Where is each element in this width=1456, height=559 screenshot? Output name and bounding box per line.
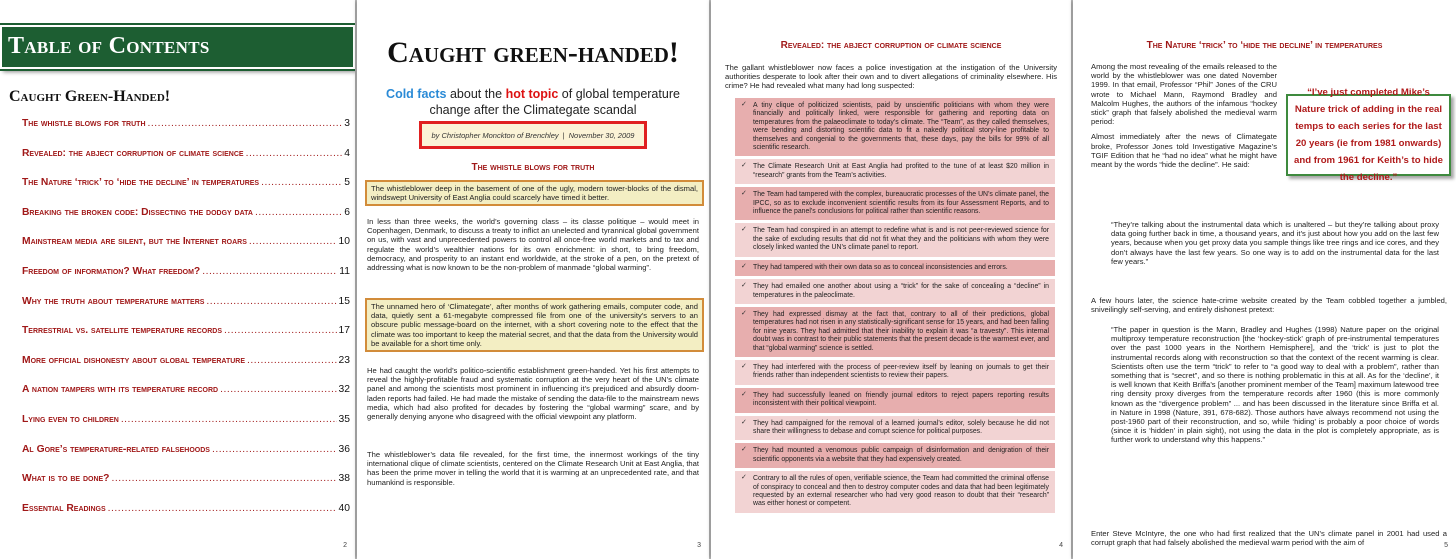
- toc-entry-page: 35: [338, 413, 350, 425]
- toc-entry[interactable]: [22, 296, 350, 326]
- toc-dot-leader: [247, 355, 337, 366]
- toc-entry[interactable]: [22, 177, 350, 207]
- toc-entry[interactable]: [22, 384, 350, 414]
- toc-entry-page: 40: [338, 502, 350, 514]
- body-paragraph: Among the most revealing of the emails released to the world by the whistleblower was one dated November 1999. In that email, Professor “Phil” Jones of the CRU wrote to Michael Mann, Raymond Bradley and Malcolm Hughes, the authors of the infamous “hockey stick” graph that falsely abolished the medieval warm period:: [1091, 62, 1277, 127]
- toc-entry-page: 4: [344, 147, 350, 159]
- toc-dot-leader: [249, 236, 337, 247]
- toc-entry-page: 11: [339, 265, 350, 277]
- subtitle-hot-topic: hot topic: [505, 87, 559, 101]
- body-paragraph: In less than three weeks, the world’s governing class – its classe politique – would meet in Copenhagen, Denmark, to discuss a treaty to inflict an unelected and tyrannical global government on us, with vast and unprecedented powers to control all once-free world markets and to tax and regulate the world’s wealthier nations for its own enrichment: in short, to bring freedom, democracy, and prosperity to an instant end worldwide, at the stroke of a pen, on the pretext of addressing what is now known to be the non-problem of manmade “global warming”.: [367, 217, 699, 273]
- toc-entry-page: 10: [338, 236, 350, 248]
- allegation-item: ✓ They had expressed dismay at the fact that, contrary to all of their predictions, global temperatures had not risen in any statistically-significant sense for 15 years, and had been falling for nine years. They had admitted that their inability to explain it was “a travesty”. This internal doubt was in contrast to their public statements that the present decade is the warmest ever, and that “global warming” science is settled.: [735, 307, 1055, 357]
- toc-entry-label: What is to be done?: [22, 473, 110, 485]
- toc-dot-leader: [261, 177, 342, 188]
- toc-dot-leader: [220, 384, 336, 395]
- toc-entry-label: More official dishonesty about global temperature: [22, 354, 246, 366]
- subtitle-mid: about the: [446, 87, 506, 101]
- article-title: Caught green-handed!: [387, 36, 679, 69]
- allegation-item: ✓ A tiny clique of politicized scientists, paid by unscientific politicians with whom they were financially and politically linked, were responsible for gathering and reporting data on temperatures from the palaeoclimate to today’s climate. The “Team”, as they called themselves, were bending and distorting scientific data to fit a nakedly political story-line profitable to themselves and congenial to the governments that, these days, pay the bills for 99% of all scientific research.: [735, 98, 1055, 156]
- highlight-paragraph: The whistleblower deep in the basement of one of the ugly, modern tower-blocks of the dismal, windswept University of East Anglia could scarcely have timed it better.: [365, 180, 704, 206]
- page-3: [357, 0, 709, 559]
- toc-entry-page: 6: [344, 206, 350, 218]
- byline-separator: |: [562, 130, 565, 140]
- page-number: 2: [343, 542, 347, 549]
- byline-date: November 30, 2009: [568, 130, 635, 140]
- section-heading: The whistle blows for truth: [471, 162, 595, 173]
- allegation-item: ✓ They had tampered with their own data so as to conceal inconsistencies and errors.: [735, 260, 1055, 276]
- toc-dot-leader: [202, 266, 337, 277]
- toc-entry-page: 15: [338, 295, 350, 307]
- subtitle-cold-facts: Cold facts: [386, 87, 447, 101]
- toc-entry[interactable]: [22, 355, 350, 385]
- toc-entry-label: A nation tampers with its temperature record: [22, 384, 219, 396]
- toc-entry-label: Essential Readings: [22, 502, 106, 514]
- subtitle-end: of global temperature change after the Climategate scandal: [429, 87, 680, 117]
- body-paragraph: He had caught the world’s politico-scientific establishment green-handed. Yet his first attempts to reveal the highly-profitable fraud and systematic corruption at the very heart of the UN’s climate panel and among the scientists most prominent in influencing it’s prejudiced and absurdly doom-laden reports had failed. He had made the mistake of sending the data-file to the mainstream news media, which had also profited for decades by fostering the “global warming” scare, and by generally denying anyone who disagreed with the official viewpoint any platform.: [367, 366, 699, 422]
- page-number: 5: [1444, 542, 1448, 549]
- toc-entry-label: Mainstream media are silent, but the Internet roars: [22, 236, 247, 248]
- toc-entry[interactable]: [22, 236, 350, 266]
- toc-dot-leader: [121, 414, 337, 425]
- body-paragraph: Almost immediately after the news of Climategate broke, Professor Jones told Investigative Magazine’s TGIF Edition that he “had no idea” what he might have meant by the words “hide the decline”. He said:: [1091, 132, 1277, 170]
- allegation-item: ✓ They had successfully leaned on friendly journal editors to reject papers reporting results inconsistent with their political viewpoint.: [735, 388, 1055, 413]
- toc-entry[interactable]: [22, 473, 350, 503]
- toc-entry[interactable]: [22, 503, 350, 533]
- allegations-list: [735, 98, 1055, 516]
- toc-list: [22, 118, 350, 532]
- toc-entry[interactable]: [22, 266, 350, 296]
- toc-entry[interactable]: [22, 444, 350, 474]
- body-paragraph: Enter Steve McIntyre, the one who had first realized that the UN’s climate panel in 2001 had used a corrupt graph that had falsely abolished the medieval warm period with the aim of: [1091, 529, 1447, 548]
- section-heading: Revealed: the abject corruption of climate science: [780, 40, 1002, 51]
- highlight-paragraph: The unnamed hero of ‘Climategate’, after months of work gathering emails, computer code, and data, quietly sent a 61-megabyte compressed file from one of the university’s servers to an obscure public message-board on the internet, with a short covering note to the effect that the climate was too important to keep the material secret, and that the data from the University would be available for a short time only.: [365, 298, 704, 352]
- toc-entry-page: 32: [338, 384, 350, 396]
- toc-dot-leader: [212, 444, 337, 455]
- page-4: [711, 0, 1071, 559]
- toc-banner-title: Table of Contents: [8, 33, 210, 59]
- allegation-item: ✓ The Team had tampered with the complex, bureaucratic processes of the UN’s climate panel, the IPCC, so as to exclude inconvenient scientific results from its four Assessment Reports, and to influence the panel’s conclusions for political rather than scientific reasons.: [735, 187, 1055, 220]
- toc-entry-label: Freedom of information? What freedom?: [22, 265, 201, 277]
- toc-banner: [0, 25, 355, 69]
- section-heading: The Nature ‘trick’ to ‘hide the decline’ in temperatures: [1146, 40, 1383, 51]
- block-quote: “The paper in question is the Mann, Bradley and Hughes (1998) Nature paper on the original multiproxy temperature reconstruction [the ‘hockey-stick’ graph of pre-instrumental temperatures over the past 1000 years in the Northern Hemisphere], and the ‘trick’ is just to plot the instrumental records along with reconstruction so that the context of the recent warming is clear. Scientists often use the term “trick” to refer to “a good way to deal with a problem”, rather than something that is “secret”, and so there is nothing problematic in this at all. As for the ‘decline’, it is well known that Keith Briffa’s [another prominent member of the Team] maximum latewood tree ring density proxy diverges from the temperature records after 1960 (this is more commonly known as the “divergence problem” ... and has been discussed in the literature since Briffa et al. in Nature in 1998 (Nature, 391, 678-682). Those authors have always recommend not using the post-1960 part of their reconstruction, and so, while ‘hiding’ is probably a poor choice of words (since it is ‘hidden’ in plain sight), not using the data in the plot is completely appropriate, as is further work to understand why this happens.”: [1111, 325, 1439, 445]
- byline-author: by Christopher Monckton of Brenchley: [431, 130, 559, 140]
- toc-dot-leader: [255, 207, 342, 218]
- toc-dot-leader: [148, 118, 343, 129]
- toc-entry-label: The Nature ‘trick’ to ‘hide the decline’ in temperatures: [22, 177, 260, 189]
- toc-entry-page: 17: [338, 325, 350, 337]
- toc-entry[interactable]: [22, 325, 350, 355]
- allegation-item: ✓ They had mounted a venomous public campaign of disinformation and denigration of their scientific opponents via a website that they had expensively created.: [735, 443, 1055, 468]
- toc-entry[interactable]: [22, 207, 350, 237]
- toc-entry-label: The whistle blows for truth: [22, 118, 146, 129]
- pull-quote: “I’ve just completed Mike’s Nature trick of adding in the real temps to each series for the last 20 years (ie from 1981 onwards) and from 1961 for Keith’s to hide the decline.”: [1286, 94, 1451, 176]
- toc-entry-page: 23: [338, 354, 350, 366]
- allegation-item: ✓ They had emailed one another about using a “trick” for the sake of concealing a “decline” in temperatures in the paleoclimate.: [735, 279, 1055, 304]
- toc-subtitle: Caught Green-Handed!: [9, 88, 171, 105]
- intro-paragraph: The gallant whistleblower now faces a police investigation at the instigation of the University authorities desperate to look after their own and to divert allegations of criminality elsewhere. His crime? He had revealed what many had long suspected:: [725, 63, 1057, 91]
- toc-dot-leader: [111, 473, 336, 484]
- toc-entry-page: 3: [344, 118, 350, 129]
- allegation-item: ✓ Contrary to all the rules of open, verifiable science, the Team had committed the criminal offense of conspiracy to conceal and then to destroy computer codes and data that had been legitimately requested by an external researcher who had very good reason to doubt that their “research” was either honest or competent.: [735, 471, 1055, 513]
- toc-entry-page: 38: [338, 473, 350, 485]
- page-number: 3: [697, 542, 701, 549]
- byline-box: [419, 121, 647, 149]
- toc-dot-leader: [108, 503, 337, 514]
- toc-entry-page: 36: [338, 443, 350, 455]
- toc-entry-page: 5: [344, 177, 350, 189]
- toc-entry[interactable]: [22, 148, 350, 178]
- toc-dot-leader: [246, 148, 343, 159]
- toc-entry-label: Terrestrial vs. satellite temperature records: [22, 325, 223, 337]
- toc-entry-label: Lying even to children: [22, 413, 119, 425]
- toc-entry-label: Why the truth about temperature matters: [22, 295, 205, 307]
- allegation-item: ✓ The Climate Research Unit at East Anglia had profited to the tune of at least $20 million in “research” grants from the Team’s activities.: [735, 159, 1055, 184]
- page-number: 4: [1059, 542, 1063, 549]
- allegation-item: ✓ They had interfered with the process of peer-review itself by leaning on journals to get their friends rather than independent scientists to review their papers.: [735, 360, 1055, 385]
- allegation-item: ✓ They had campaigned for the removal of a learned journal’s editor, solely because he did not share their willingness to debase and corrupt science for political purposes.: [735, 416, 1055, 441]
- toc-entry-label: Al Gore’s temperature-related falsehoods: [22, 443, 210, 455]
- toc-dot-leader: [206, 296, 336, 307]
- page-2: [0, 0, 355, 559]
- toc-entry-label: Breaking the broken code: Dissecting the dodgy data: [22, 206, 253, 218]
- page-5: [1073, 0, 1456, 559]
- toc-dot-leader: [224, 325, 337, 336]
- body-paragraph: The whistleblower’s data file revealed, for the first time, the innermost workings of the tiny international clique of climate scientists, centered on the Climate Research Unit at East Anglia, that has been the prime mover in telling the world that it is warming at an unprecedented rate, and that humankind is responsible.: [367, 450, 699, 487]
- toc-entry-label: Revealed: the abject corruption of climate science: [22, 147, 244, 159]
- article-subtitle: [367, 86, 699, 118]
- toc-entry[interactable]: [22, 118, 350, 148]
- allegation-item: ✓ The Team had conspired in an attempt to redefine what is and is not peer-reviewed science for the sake of excluding results that did not fit what they and the politicians with whom they were closely linked wanted the UN’s climate panel to report.: [735, 223, 1055, 256]
- toc-entry[interactable]: [22, 414, 350, 444]
- body-paragraph: A few hours later, the science hate-crime website created by the Team cobbled together a jumbled, sniveilingly self-serving, and entirely dishonest pretext:: [1091, 296, 1447, 315]
- block-quote: “They’re talking about the instrumental data which is unaltered – but they’re talking about proxy data going further back in time, a thousand years, and it’s just about how you add on the last few years, because when you get proxy data you sample things like tree rings and ice cores, and they don’t always have the last few years. So one way is to add on the instrumental data for the last few years.”: [1111, 220, 1439, 266]
